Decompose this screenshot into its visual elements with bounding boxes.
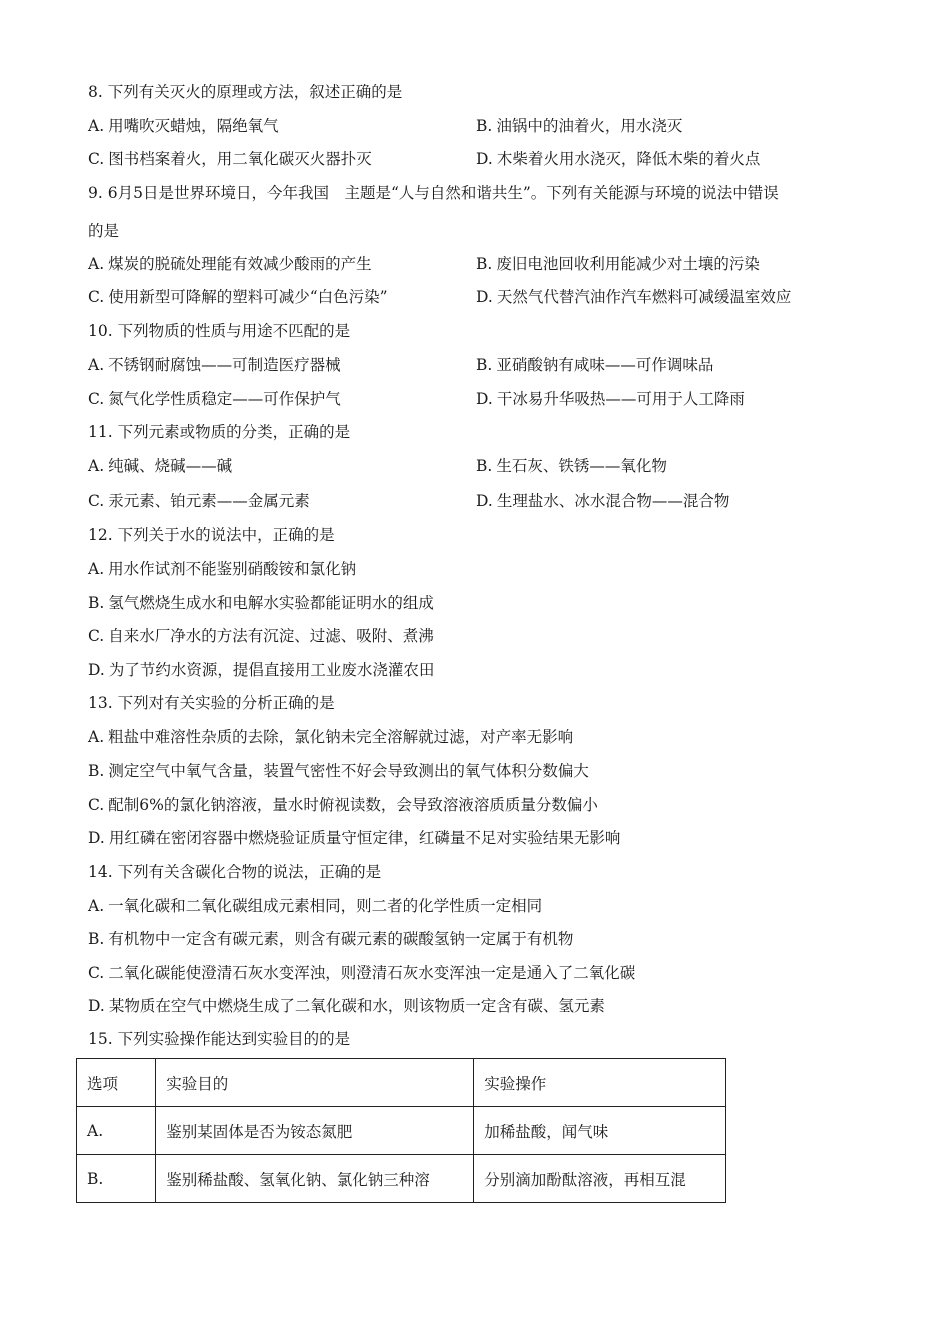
table-cell: A. [77, 1107, 156, 1155]
option-text: 用嘴吹灭蜡烛，隔绝氧气 [108, 117, 279, 135]
q10-option-a [88, 355, 341, 375]
option-text: 图书档案着火，用二氧化碳灭火器扑灭 [108, 150, 372, 168]
question-9-stem: 9. 6月5日是世界环境日，今年我国 主题是“人与自然和谐共生”。下列有关能源与环境的说法中错误 [88, 184, 779, 202]
q10-option-d [476, 389, 745, 409]
q11-option-d [476, 491, 729, 511]
option-letter: B. [88, 762, 105, 780]
q14-option-d [88, 996, 605, 1016]
q8-option-a [88, 116, 279, 136]
option-text: 干冰易升华吸热——可用于人工降雨 [496, 390, 745, 408]
option-letter: D. [476, 390, 493, 408]
option-text: 油锅中的油着火，用水浇灭 [496, 117, 683, 135]
option-text: 配制6%的氯化钠溶液，量水时俯视读数，会导致溶液溶质质量分数偏小 [108, 796, 598, 814]
option-text: 氢气燃烧生成水和电解水实验都能证明水的组成 [108, 594, 434, 612]
option-letter: A. [88, 356, 105, 374]
option-text: 用红磷在密闭容器中燃烧验证质量守恒定律，红磷量不足对实验结果无影响 [108, 829, 621, 847]
q10-option-c [88, 389, 341, 409]
experiment-table [76, 1058, 726, 1203]
table-cell: 加稀盐酸，闻气味 [474, 1107, 726, 1155]
option-text: 自来水厂净水的方法有沉淀、过滤、吸附、煮沸 [108, 627, 434, 645]
q11-option-a [88, 456, 232, 476]
table-row [77, 1155, 726, 1203]
q8-option-b [476, 116, 682, 136]
option-letter: C. [88, 964, 105, 982]
question-14-stem: 14. 下列有关含碳化合物的说法，正确的是 [88, 863, 382, 881]
table-cell: 鉴别某固体是否为铵态氮肥 [156, 1107, 474, 1155]
table-cell: 鉴别稀盐酸、氢氧化钠、氯化钠三种溶 [156, 1155, 474, 1203]
table-cell: 分别滴加酚酞溶液，再相互混 [474, 1155, 726, 1203]
q14-option-b [88, 929, 573, 949]
option-letter: D. [476, 492, 493, 510]
option-text: 天然气代替汽油作汽车燃料可减缓温室效应 [496, 288, 792, 306]
option-letter: D. [476, 150, 493, 168]
option-letter: C. [88, 492, 105, 510]
table-cell: B. [77, 1155, 156, 1203]
option-letter: A. [88, 457, 105, 475]
option-letter: D. [88, 661, 105, 679]
option-text: 煤炭的脱硫处理能有效减少酸雨的产生 [108, 255, 372, 273]
option-text: 汞元素、铂元素——金属元素 [108, 492, 310, 510]
option-text: 纯碱、烧碱——碱 [108, 457, 233, 475]
q12-option-b [88, 593, 434, 613]
option-text: 用水作试剂不能鉴别硝酸铵和氯化钠 [108, 560, 357, 578]
q9-option-a [88, 254, 372, 274]
option-letter: B. [476, 117, 493, 135]
option-text: 亚硝酸钠有咸味——可作调味品 [496, 356, 714, 374]
option-letter: A. [88, 897, 105, 915]
table-header-option: 选项 [77, 1059, 156, 1107]
option-letter: B. [476, 457, 493, 475]
table-header-operation: 实验操作 [474, 1059, 726, 1107]
option-letter: D. [476, 288, 493, 306]
option-text: 废旧电池回收利用能减少对土壤的污染 [496, 255, 760, 273]
option-letter: C. [88, 288, 105, 306]
option-letter: B. [476, 356, 493, 374]
option-text: 一氧化碳和二氧化碳组成元素相同，则二者的化学性质一定相同 [108, 897, 543, 915]
option-text: 某物质在空气中燃烧生成了二氧化碳和水，则该物质一定含有碳、氢元素 [108, 997, 605, 1015]
option-letter: C. [88, 150, 105, 168]
q14-option-c [88, 963, 635, 983]
option-letter: B. [476, 255, 493, 273]
option-letter: A. [88, 117, 105, 135]
question-12-stem: 12. 下列关于水的说法中，正确的是 [88, 526, 335, 544]
q10-option-b [476, 355, 713, 375]
option-text: 有机物中一定含有碳元素，则含有碳元素的碳酸氢钠一定属于有机物 [108, 930, 574, 948]
option-letter: A. [88, 560, 105, 578]
q13-option-b [88, 761, 589, 781]
option-text: 不锈钢耐腐蚀——可制造医疗器械 [108, 356, 341, 374]
table-header-row [77, 1059, 726, 1107]
question-10-stem: 10. 下列物质的性质与用途不匹配的是 [88, 322, 351, 340]
option-text: 为了节约水资源，提倡直接用工业废水浇灌农田 [108, 661, 435, 679]
q9-option-b [476, 254, 760, 274]
q8-option-d [476, 149, 760, 169]
q13-option-a [88, 727, 573, 747]
q9-option-d [476, 287, 791, 307]
option-text: 生理盐水、冰水混合物——混合物 [496, 492, 730, 510]
option-text: 使用新型可降解的塑料可减少“白色污染” [108, 288, 388, 306]
option-letter: A. [88, 728, 105, 746]
table-row [77, 1107, 726, 1155]
option-text: 测定空气中氧气含量，装置气密性不好会导致测出的氧气体积分数偏大 [108, 762, 589, 780]
q14-option-a [88, 896, 542, 916]
option-letter: C. [88, 390, 105, 408]
option-letter: C. [88, 627, 105, 645]
q11-option-b [476, 456, 667, 476]
option-letter: B. [88, 930, 105, 948]
q8-option-c [88, 149, 372, 169]
q13-option-c [88, 795, 598, 815]
q9-option-c [88, 287, 388, 307]
option-text: 氮气化学性质稳定——可作保护气 [108, 390, 341, 408]
option-letter: B. [88, 594, 105, 612]
table-header-purpose: 实验目的 [156, 1059, 474, 1107]
option-letter: A. [88, 255, 105, 273]
question-8-stem: 8. 下列有关灭火的原理或方法，叙述正确的是 [88, 83, 403, 101]
option-letter: D. [88, 997, 105, 1015]
question-9-stem-continued: 的是 [88, 222, 120, 240]
question-15-stem: 15. 下列实验操作能达到实验目的的是 [88, 1030, 351, 1048]
q12-option-d [88, 660, 434, 680]
option-letter: D. [88, 829, 105, 847]
q11-option-c [88, 491, 310, 511]
q13-option-d [88, 828, 620, 848]
q12-option-c [88, 626, 434, 646]
question-13-stem: 13. 下列对有关实验的分析正确的是 [88, 694, 335, 712]
option-text: 二氧化碳能使澄清石灰水变浑浊，则澄清石灰水变浑浊一定是通入了二氧化碳 [108, 964, 636, 982]
option-text: 木柴着火用水浇灭，降低木柴的着火点 [496, 150, 761, 168]
q12-option-a [88, 559, 356, 579]
option-text: 粗盐中难溶性杂质的去除，氯化钠未完全溶解就过滤，对产率无影响 [108, 728, 574, 746]
option-letter: C. [88, 796, 105, 814]
option-text: 生石灰、铁锈——氧化物 [496, 457, 667, 475]
question-11-stem: 11. 下列元素或物质的分类，正确的是 [88, 423, 351, 441]
